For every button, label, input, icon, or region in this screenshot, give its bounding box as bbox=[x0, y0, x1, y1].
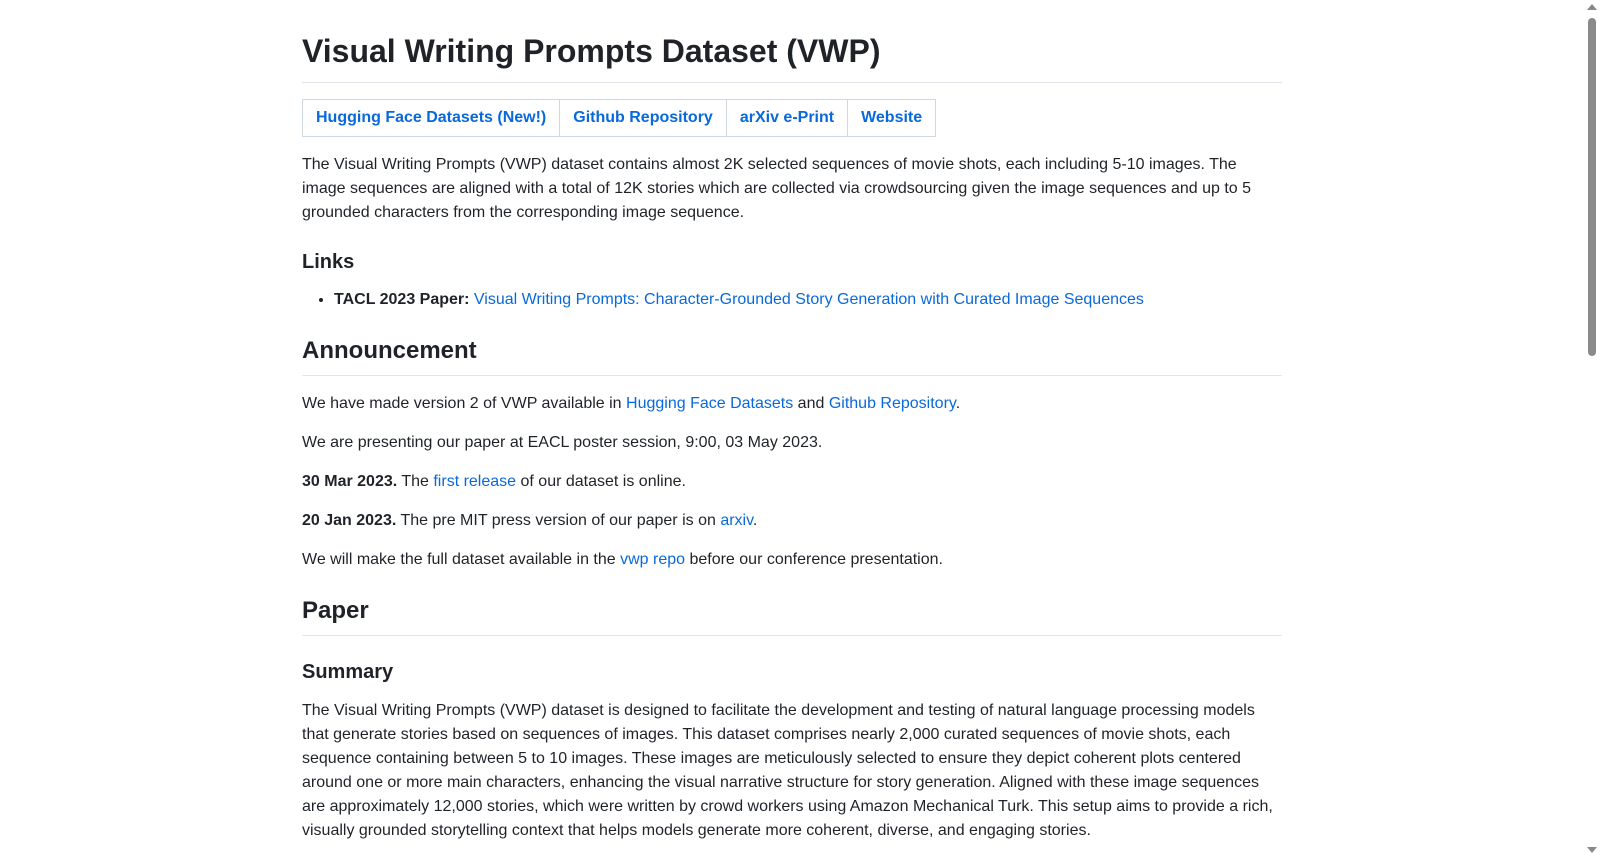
announcement-text: . bbox=[752, 512, 758, 529]
scroll-down-arrow-icon[interactable] bbox=[1587, 847, 1597, 853]
tacl-paper-link[interactable]: Visual Writing Prompts: Character-Grounded Story Generation with Curated Image Sequences bbox=[473, 291, 1144, 308]
announcement-text: and bbox=[793, 395, 829, 412]
scrollbar-thumb[interactable] bbox=[1588, 18, 1596, 356]
paper-heading: Paper bbox=[302, 595, 1282, 636]
scroll-up-arrow-icon[interactable] bbox=[1587, 4, 1597, 10]
vertical-scrollbar[interactable] bbox=[1583, 0, 1600, 857]
announcement-full-dataset bbox=[302, 548, 1282, 572]
announcement-text: of our dataset is online. bbox=[516, 473, 686, 490]
announcement-version2 bbox=[302, 392, 1282, 416]
links-heading: Links bbox=[302, 251, 355, 273]
announcement-text: We will make the full dataset available in the bbox=[302, 551, 621, 568]
announcement-date: 20 Jan 2023. bbox=[302, 512, 397, 529]
links-list bbox=[302, 288, 1282, 312]
vwp-repo-link[interactable]: vwp repo bbox=[620, 551, 686, 568]
github-repository-link[interactable]: Github Repository bbox=[559, 100, 726, 136]
first-release-link[interactable]: first release bbox=[433, 473, 517, 490]
website-link[interactable]: Website bbox=[847, 100, 935, 136]
announcement-arxiv bbox=[302, 509, 1282, 533]
announcement-date: 30 Mar 2023. bbox=[302, 473, 398, 490]
tacl-paper-label: TACL 2023 Paper: bbox=[334, 291, 470, 308]
announcement-text: We have made version 2 of VWP available in bbox=[302, 395, 627, 412]
announcement-text: . bbox=[955, 395, 961, 412]
page-content bbox=[302, 0, 1282, 843]
page-title: Visual Writing Prompts Dataset (VWP) bbox=[302, 0, 1282, 83]
arxiv-link[interactable]: arxiv bbox=[720, 512, 753, 529]
github-repo-link[interactable]: Github Repository bbox=[828, 395, 956, 412]
summary-paragraph: The Visual Writing Prompts (VWP) dataset is designed to facilitate the development and testing of natural language processing models that generate stories based on sequences of images. This dataset comprises nearly 2,000 curated sequences of movie shots, each sequence containing between 5 to 10 images. These images are meticulously selected to ensure they depict coherent plots centered around one or more main characters, enhancing the visual narrative structure for story generation. Aligned with these image sequences are approximately 12,000 stories, which were written by crowd workers using Amazon Mechanical Turk. This setup aims to provide a rich, visually grounded storytelling context that helps models generate more coherent, diverse, and engaging stories. bbox=[302, 702, 1273, 839]
announcement-text: The bbox=[397, 473, 434, 490]
list-item bbox=[334, 288, 1282, 312]
announcement-heading: Announcement bbox=[302, 335, 1282, 376]
arxiv-eprint-link[interactable]: arXiv e-Print bbox=[726, 100, 847, 136]
hugging-face-datasets-link[interactable]: Hugging Face Datasets bbox=[626, 395, 794, 412]
announcement-text: The pre MIT press version of our paper is on bbox=[396, 512, 721, 529]
announcement-text: before our conference presentation. bbox=[685, 551, 943, 568]
summary-heading: Summary bbox=[302, 661, 394, 683]
announcement-first-release bbox=[302, 470, 1282, 494]
announcement-eacl: We are presenting our paper at EACL poster session, 9:00, 03 May 2023. bbox=[302, 434, 823, 451]
top-links-table bbox=[302, 99, 936, 137]
intro-paragraph: The Visual Writing Prompts (VWP) dataset contains almost 2K selected sequences of movie shots, each including 5-10 images. The image sequences are aligned with a total of 12K stories which are collected via crowdsourcing given the image sequences and up to 5 grounded characters from the corresponding image sequence. bbox=[302, 156, 1252, 221]
huggingface-datasets-link[interactable]: Hugging Face Datasets (New!) bbox=[316, 109, 547, 126]
